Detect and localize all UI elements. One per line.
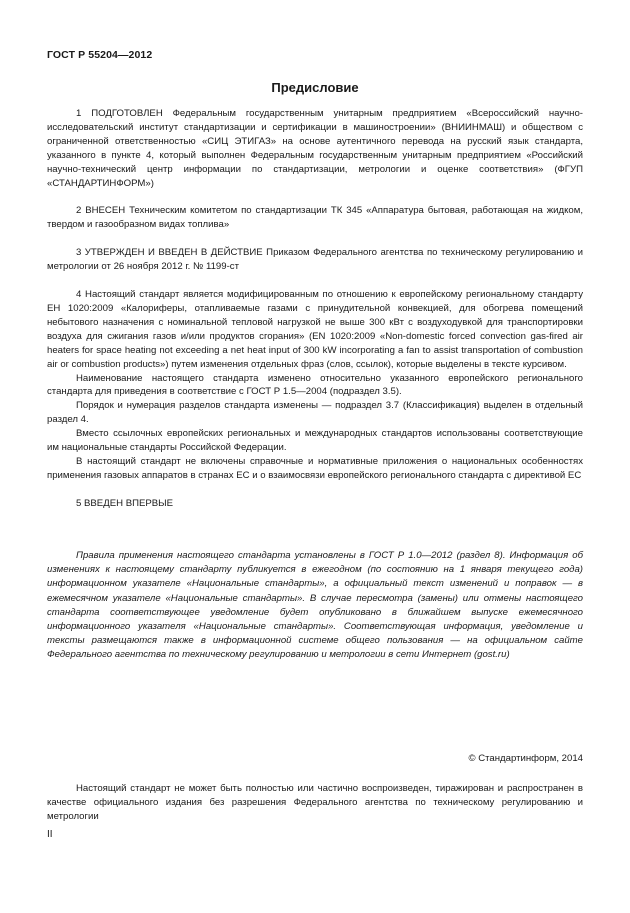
document-header: ГОСТ Р 55204—2012	[47, 49, 153, 61]
paragraph-1: 1 ПОДГОТОВЛЕН Федеральным государственным унитарным предприятием «Всероссийский научно-исследовательский институт стандартизации и сертификации в машиностроении» (ВНИИНМАШ) и обществом с ограниченной ответственностью «СИЦ ЭТИГАЗ» на основе аутентичного перевода на русский язык стандарта, указанного в пункте 4, который выполнен Федеральным государственным унитарным предприятием «Российский научно-технический центр информации по стандартизации, метрологии и оценке соответствия» (ФГУП «СТАНДАРТИНФОРМ»)	[47, 108, 583, 189]
paragraph-4-order: Порядок и нумерация разделов стандарта изменены — подраздел 3.7 (Классификация) выделен в отдельный раздел 4.	[47, 400, 583, 426]
paragraph-4-references: Вместо ссылочных европейских региональных и международных стандартов использованы соответствующие им национальные стандарты Российской Федерации.	[47, 428, 583, 454]
paragraph-5: 5 ВВЕДЕН ВПЕРВЫЕ	[76, 497, 174, 509]
reproduction-notice	[47, 782, 583, 824]
foreword-body	[47, 107, 583, 511]
usage-notice	[47, 549, 583, 663]
paragraph-2: 2 ВНЕСЕН Техническим комитетом по стандартизации ТК 345 «Аппаратура бытовая, работающая на жидком, твердом и газообразном видах топлива»	[47, 205, 583, 231]
section-title: Предисловие	[271, 80, 359, 95]
usage-notice-text: Правила применения настоящего стандарта установлены в ГОСТ Р 1.0—2012 (раздел 8). Информация об изменениях к настоящему стандарту публикуется в ежегодном (по состоянию на 1 января текущего года) информационном указателе «Национальные стандарты», а официальный текст изменений и поправок — в ежемесячном указателе «Национальные стандарты». В случае пересмотра (замены) или отмены настоящего стандарта соответствующее уведомление будет опубликовано в ближайшем выпуске ежемесячного информационного указателя «Национальные стандарты». Соответствующая информация, уведомление и тексты размещаются также в информационной системе общего пользования — на официальном сайте Федерального агентства по техническому регулированию и метрологии в сети Интернет (gost.ru)	[47, 550, 583, 661]
page-number: II	[47, 829, 53, 840]
copyright: © Стандартинформ, 2014	[468, 753, 583, 764]
paragraph-4-annexes: В настоящий стандарт не включены справочные и нормативные приложения о национальных особенностях применения газовых аппаратов в странах ЕС и о взаимосвязи европейского регионального стандарта с директивой ЕС	[47, 455, 583, 481]
paragraph-3: 3 УТВЕРЖДЕН И ВВЕДЕН В ДЕЙСТВИЕ Приказом Федерального агентства по техническому регулированию и метрологии от 26 ноября 2012 г. № 1199-ст	[47, 247, 583, 273]
paragraph-4: 4 Настоящий стандарт является модифицированным по отношению к европейскому региональному стандарту ЕН 1020:2009 «Калориферы, отапливаемые газами с принудительной конвекцией, для обогрева помещений небытового назначения с номинальной тепловой нагрузкой не выше 300 кВт с воздуходувкой для транспортировки воздуха для сжигания газов и/или продуктов сгорания» (EN 1020:2009 «Non-domestic forced convection gas-fired air heaters for space heating not exceeding a net heat input of 300 kW incorporating a fan to assist transportation of combustion air or combustion products») путем изменения отдельных фраз (слов, ссылок), которые выделены в тексте курсивом.	[47, 289, 583, 370]
paragraph-4-name: Наименование настоящего стандарта изменено относительно указанного европейского регионального стандарта для приведения в соответствие с ГОСТ Р 1.5—2004 (подраздел 3.5).	[47, 372, 583, 398]
reproduction-notice-text: Настоящий стандарт не может быть полностью или частично воспроизведен, тиражирован и распространен в качестве официального издания без разрешения Федерального агентства по техническому регулированию и метрологии	[47, 783, 583, 822]
